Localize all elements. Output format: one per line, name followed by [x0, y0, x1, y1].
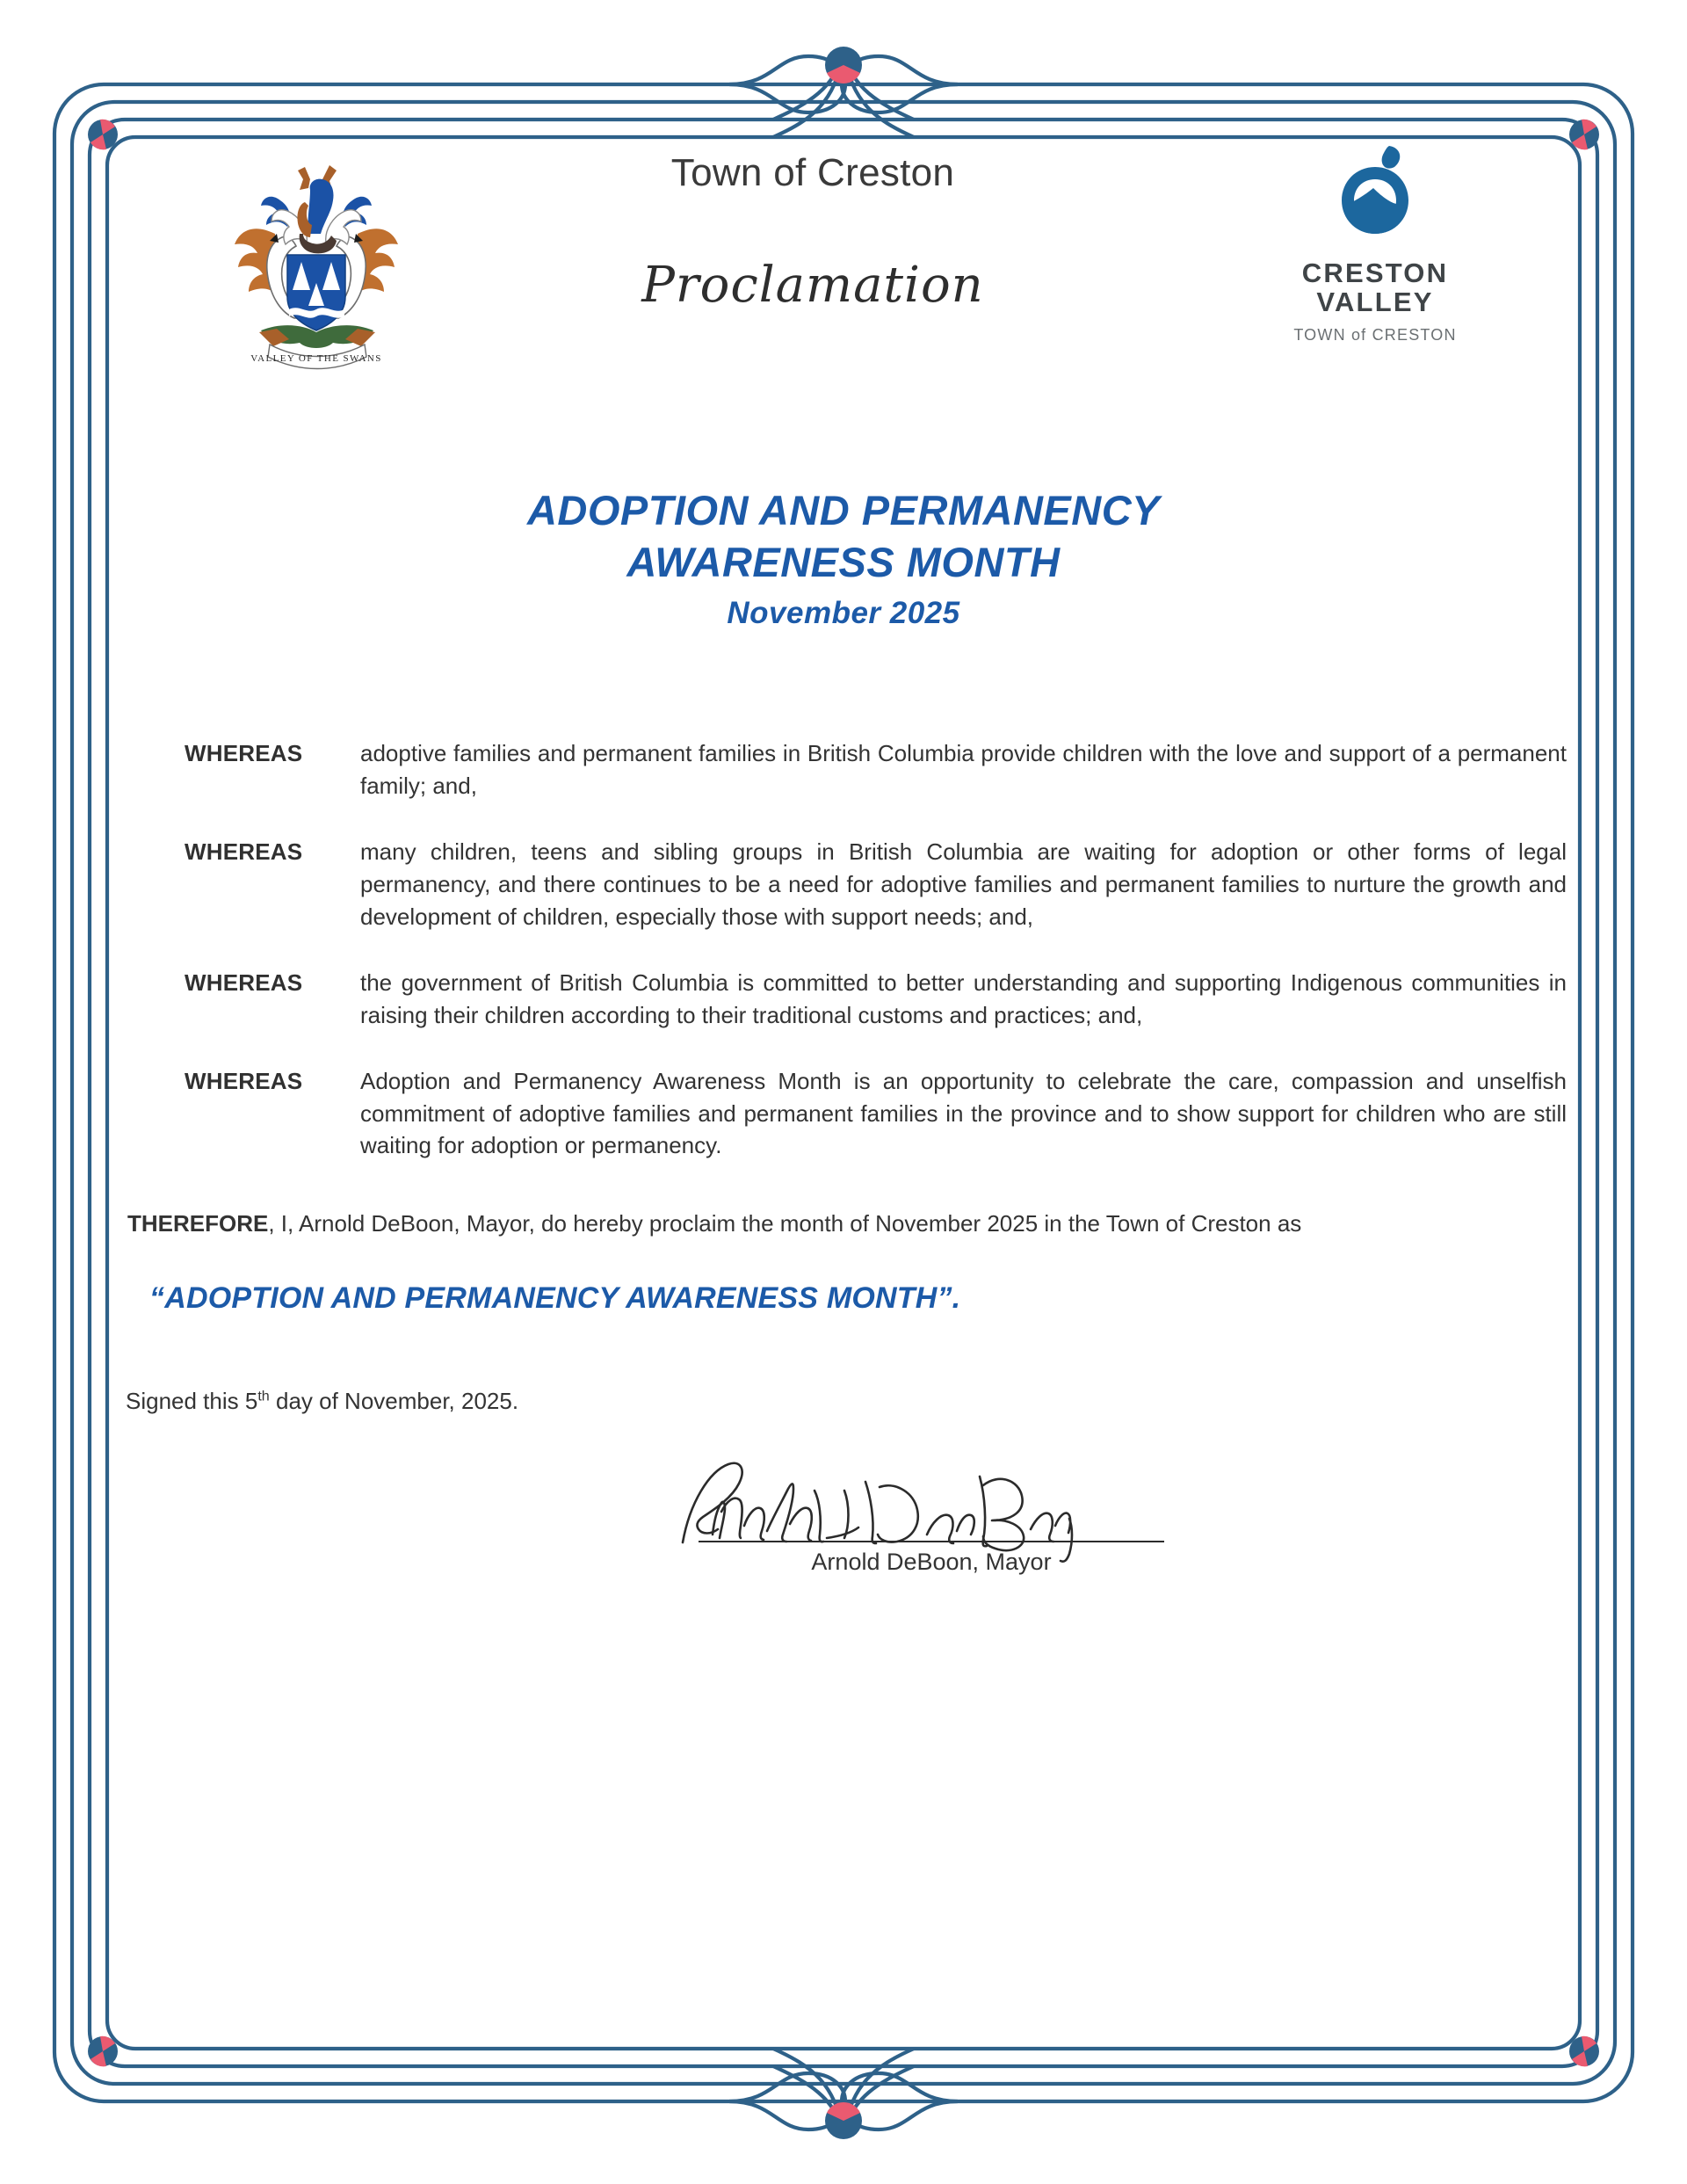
clause-label: WHEREAS [185, 969, 303, 996]
clause-label: WHEREAS [185, 1067, 303, 1094]
creston-valley-apple-icon [1322, 141, 1428, 246]
logo-name-line1: CRESTON [1301, 258, 1449, 288]
signed-prefix: Signed this 5 [126, 1388, 258, 1414]
signature-block [119, 1450, 1568, 1591]
arnold-deboon-handwritten-signature [663, 1450, 1076, 1564]
title-month: November 2025 [727, 595, 960, 630]
signed-date-line [119, 1388, 1568, 1415]
document-header [119, 132, 1568, 431]
town-title: Town of Creston [670, 151, 955, 194]
creston-valley-logo [1274, 141, 1476, 345]
clause-text: adoptive families and permanent families in British Columbia provide children with the love and support of a permanent family; and, [360, 740, 1567, 800]
header-titles [505, 132, 1120, 314]
clause-row [185, 737, 1568, 802]
corner-ornament-bottom-left [88, 2036, 118, 2067]
clause-text: Adoption and Permanency Awareness Month is an opportunity to celebrate the care, compassion and unselfish commitment of adoptive families and permanent families in the province and to show support for children who are still waiting for adoption or permanency. [360, 1067, 1567, 1159]
logo-name-line2: VALLEY [1316, 287, 1434, 318]
clause-text: many children, teens and sibling groups in British Columbia are waiting for adoption or other forms of legal permanency, and there continues to be a need for adoptive families and permanent families to nurture the growth and development of children, especially those with support needs; and, [360, 838, 1567, 930]
clause-row [185, 836, 1568, 933]
clause-text: the government of British Columbia is committed to better understanding and supporting Indigenous communities in raising their children according to their traditional customs and practices; and, [360, 969, 1567, 1028]
signature-rule [699, 1541, 1164, 1542]
corner-ornament-top-right [1569, 120, 1599, 150]
signed-ordinal: th [257, 1388, 270, 1404]
signatory-name: Arnold DeBoon, Mayor [811, 1549, 1052, 1575]
corner-ornament-bottom-right [1569, 2036, 1599, 2067]
proclamation-heading: Proclamation [641, 257, 984, 314]
coat-of-arms-icon [224, 149, 409, 378]
therefore-paragraph [119, 1208, 1568, 1241]
document-content [119, 132, 1568, 1591]
therefore-lead: THEREFORE [127, 1210, 269, 1237]
whereas-clauses [119, 737, 1568, 1162]
title-line-2: AWARENESS MONTH [626, 538, 1061, 585]
clause-row [185, 1065, 1568, 1163]
title-line-1: ADOPTION AND PERMANENCY [526, 487, 1160, 533]
page-title [119, 485, 1568, 632]
corner-ornament-top-left [88, 120, 118, 150]
crest-motto: VALLEY OF THE SWANS [250, 353, 382, 364]
clause-label: WHEREAS [185, 740, 303, 767]
logo-subtitle: TOWN of CRESTON [1293, 325, 1457, 344]
clause-label: WHEREAS [185, 838, 303, 866]
proclaimed-month-name: “ADOPTION AND PERMANENCY AWARENESS MONTH”. [149, 1281, 961, 1315]
clause-row [185, 967, 1568, 1032]
signed-suffix: day of November, 2025. [269, 1388, 519, 1414]
therefore-body: , I, Arnold DeBoon, Mayor, do hereby proclaim the month of November 2025 in the Town of Creston as [268, 1210, 1302, 1237]
